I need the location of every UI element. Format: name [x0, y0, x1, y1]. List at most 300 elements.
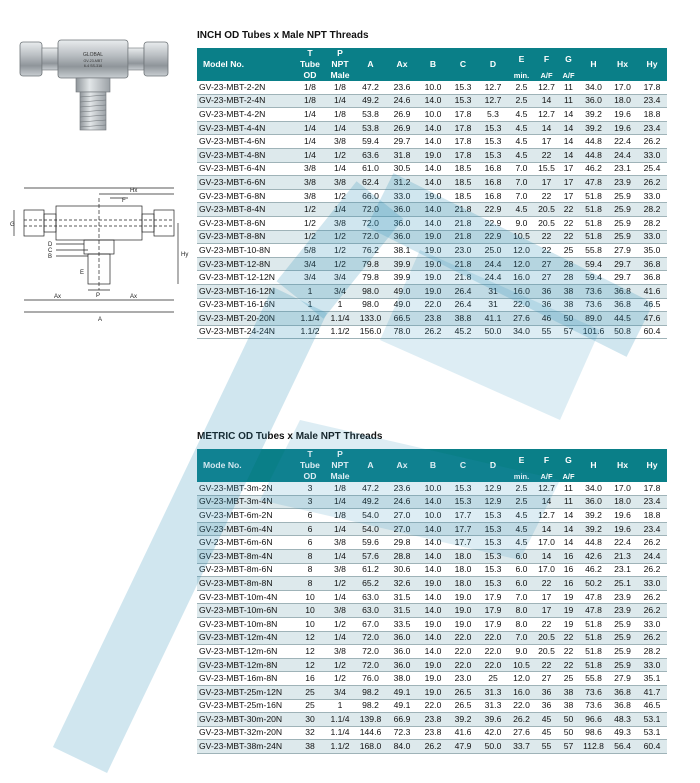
dimension-cell: 18.8 — [637, 108, 667, 122]
dimension-cell: 3 — [295, 495, 325, 509]
dimension-cell: 14 — [558, 522, 579, 536]
dimension-cell: 62.4 — [355, 176, 386, 190]
col-header-a: A — [355, 48, 386, 81]
dimension-cell: 36 — [535, 685, 558, 699]
dimension-cell: 22.4 — [608, 536, 637, 550]
dimension-cell: 11 — [558, 94, 579, 108]
dimension-cell: 1/8 — [325, 108, 355, 122]
label-g: G — [10, 222, 15, 228]
dimension-cell: 51.8 — [579, 645, 608, 659]
dimension-cell: 27.6 — [508, 726, 535, 740]
dimension-cell: 26.2 — [637, 135, 667, 149]
dimension-cell: 17.8 — [448, 121, 478, 135]
model-number-cell: GV-23-MBT-3m-2N — [197, 482, 295, 495]
dimension-cell: 1 — [325, 699, 355, 713]
col-header-b: B — [418, 48, 448, 81]
dimension-cell: 14.0 — [418, 135, 448, 149]
dimension-cell: 36.0 — [386, 631, 418, 645]
dimension-cell: 63.0 — [355, 590, 386, 604]
dimension-cell: 38 — [295, 740, 325, 754]
table-row — [197, 203, 667, 217]
dimension-cell: 12.0 — [508, 244, 535, 258]
table-row — [197, 658, 667, 672]
dimension-cell: 144.6 — [355, 726, 386, 740]
inch-title-thread: Male NPT Threads — [281, 30, 369, 41]
dimension-cell: 12 — [295, 631, 325, 645]
dimension-cell: 16.8 — [478, 162, 508, 176]
dimension-cell: 14.0 — [418, 645, 448, 659]
dimension-cell: 31 — [478, 284, 508, 298]
col-header-g-af: A/F — [558, 471, 579, 482]
dimension-cell: 15.3 — [448, 495, 478, 509]
col-header-e: E — [508, 48, 535, 70]
dimension-cell: 2.5 — [508, 495, 535, 509]
dimension-cell: 22.0 — [418, 298, 448, 312]
dimension-cell: 25.9 — [608, 216, 637, 230]
dimension-cell: 84.0 — [386, 740, 418, 754]
dimension-cell: 12.7 — [478, 81, 508, 94]
dimension-cell: 14 — [535, 522, 558, 536]
dimension-cell: 15.5 — [535, 162, 558, 176]
dimension-cell: 14 — [558, 536, 579, 550]
col-header-f: F — [535, 48, 558, 70]
dimension-cell: 23.9 — [608, 176, 637, 190]
dimension-cell: 23.8 — [418, 726, 448, 740]
dimension-cell: 14 — [535, 121, 558, 135]
label-d: D — [48, 242, 53, 248]
dimension-cell: 6 — [295, 536, 325, 550]
dimension-cell: 22 — [535, 658, 558, 672]
dimension-cell: 26.9 — [386, 108, 418, 122]
dimension-cell: 26.5 — [448, 699, 478, 713]
dimension-cell: 14.0 — [418, 176, 448, 190]
dimension-cell: 22.0 — [478, 645, 508, 659]
dimension-cell: 14.0 — [418, 495, 448, 509]
dimension-cell: 36 — [535, 699, 558, 713]
model-number-cell: GV-23-MBT-6-4N — [197, 162, 295, 176]
dimension-cell: 3/8 — [325, 604, 355, 618]
dimension-cell: 19.0 — [418, 244, 448, 258]
col-header-t-od: OD — [295, 70, 325, 81]
model-number-cell: GV-23-MBT-8-8N — [197, 230, 295, 244]
dimension-cell: 12 — [295, 645, 325, 659]
dimension-cell: 36.0 — [386, 658, 418, 672]
dimension-cell: 15.3 — [478, 577, 508, 591]
table-row — [197, 284, 667, 298]
dimension-cell: 11 — [558, 482, 579, 495]
dimension-cell: 5/8 — [295, 244, 325, 258]
dimension-cell: 29.7 — [608, 257, 637, 271]
dimension-cell: 25.9 — [608, 189, 637, 203]
dimension-cell: 47.9 — [448, 740, 478, 754]
dimension-cell: 19.0 — [448, 590, 478, 604]
dimension-cell: 73.6 — [579, 298, 608, 312]
dimension-cell: 1/2 — [325, 230, 355, 244]
dimension-cell: 33.0 — [637, 230, 667, 244]
inch-table — [197, 48, 667, 339]
dimension-cell: 33.7 — [508, 740, 535, 754]
dimension-cell: 24.6 — [386, 94, 418, 108]
dimension-cell: 79.8 — [355, 257, 386, 271]
dimension-cell: 12.0 — [508, 672, 535, 686]
dimension-cell: 25 — [558, 672, 579, 686]
dimension-cell: 14.0 — [418, 216, 448, 230]
dimension-cell: 21.8 — [448, 216, 478, 230]
dimension-cell: 25.9 — [608, 658, 637, 672]
dimension-cell: 1/2 — [325, 658, 355, 672]
dimension-cell: 29.8 — [386, 536, 418, 550]
model-number-cell: GV-23-MBT-8m-8N — [197, 577, 295, 591]
dimension-cell: 1.1/2 — [325, 325, 355, 339]
dimension-cell: 156.0 — [355, 325, 386, 339]
dimension-cell: 39.2 — [579, 509, 608, 523]
model-number-cell: GV-23-MBT-3m-4N — [197, 495, 295, 509]
dimension-cell: 1/2 — [295, 230, 325, 244]
dimension-cell: 22.4 — [608, 135, 637, 149]
dimension-cell: 39.2 — [579, 522, 608, 536]
dimension-cell: 20.5 — [535, 631, 558, 645]
dimension-cell: 3/4 — [295, 257, 325, 271]
model-number-cell: GV-23-MBT-30m-20N — [197, 713, 295, 727]
dimension-cell: 96.6 — [579, 713, 608, 727]
dimension-cell: 36.8 — [608, 284, 637, 298]
dimension-cell: 112.8 — [579, 740, 608, 754]
model-number-cell: GV-23-MBT-16-12N — [197, 284, 295, 298]
dimension-cell: 27.9 — [608, 672, 637, 686]
dimension-cell: 26.4 — [448, 284, 478, 298]
table-row — [197, 230, 667, 244]
col-header-p-male: Male — [325, 471, 355, 482]
dimension-cell: 14.0 — [418, 522, 448, 536]
dimension-cell: 39.2 — [579, 108, 608, 122]
dimension-cell: 22.9 — [478, 216, 508, 230]
dimension-cell: 3/4 — [325, 685, 355, 699]
dimension-cell: 23.6 — [386, 482, 418, 495]
dimension-cell: 7.0 — [508, 590, 535, 604]
dimension-cell: 3/8 — [295, 176, 325, 190]
dimension-cell: 36.8 — [637, 257, 667, 271]
model-number-cell: GV-23-MBT-16m-8N — [197, 672, 295, 686]
dimension-cell: 17 — [558, 162, 579, 176]
dimension-cell: 66.5 — [386, 312, 418, 326]
dimension-cell: 25.9 — [608, 203, 637, 217]
dimension-cell: 1 — [295, 298, 325, 312]
dimension-cell: 14.0 — [418, 549, 448, 563]
dimension-cell: 28.2 — [637, 216, 667, 230]
dimension-cell: 6.0 — [508, 549, 535, 563]
dimension-cell: 1/4 — [325, 203, 355, 217]
dimension-cell: 38 — [558, 685, 579, 699]
dimension-cell: 30.6 — [386, 563, 418, 577]
dimension-cell: 1/2 — [325, 189, 355, 203]
dimension-cell: 72.0 — [355, 230, 386, 244]
model-number-cell: GV-23-MBT-10-8N — [197, 244, 295, 258]
col-header-p-npt: NPT — [325, 59, 355, 70]
col-header-hx: Hx — [608, 48, 637, 81]
dimension-cell: 19.0 — [418, 617, 448, 631]
table-row — [197, 298, 667, 312]
dimension-cell: 72.0 — [355, 631, 386, 645]
table-row — [197, 312, 667, 326]
dimension-cell: 1.1/4 — [325, 713, 355, 727]
col-header-t-tube: Tube — [295, 460, 325, 471]
dimension-cell: 16.0 — [508, 685, 535, 699]
model-number-cell: GV-23-MBT-4-8N — [197, 148, 295, 162]
dimension-cell: 47.2 — [355, 81, 386, 94]
dimension-cell: 50.0 — [478, 740, 508, 754]
dimension-cell: 59.6 — [355, 536, 386, 550]
dimension-cell: 41.6 — [637, 284, 667, 298]
dimension-cell: 3/4 — [295, 271, 325, 285]
dimension-cell: 12.0 — [508, 257, 535, 271]
dimension-cell: 17.0 — [535, 536, 558, 550]
dimension-cell: 139.8 — [355, 713, 386, 727]
col-header-t: T — [295, 48, 325, 59]
dimension-cell: 25.9 — [608, 631, 637, 645]
dimension-cell: 36.0 — [386, 230, 418, 244]
dimension-cell: 50 — [558, 713, 579, 727]
dimension-cell: 23.9 — [608, 604, 637, 618]
col-header-p-npt: NPT — [325, 460, 355, 471]
dimension-cell: 1/2 — [325, 617, 355, 631]
dimension-cell: 23.4 — [637, 495, 667, 509]
dimension-cell: 18.5 — [448, 176, 478, 190]
dimension-cell: 89.0 — [579, 312, 608, 326]
col-header-b: B — [418, 449, 448, 482]
table-row — [197, 563, 667, 577]
dimension-cell: 35.0 — [637, 244, 667, 258]
dimension-cell: 27 — [535, 271, 558, 285]
model-number-cell: GV-23-MBT-6-8N — [197, 189, 295, 203]
dimension-cell: 23.8 — [418, 713, 448, 727]
dimension-cell: 12 — [295, 658, 325, 672]
label-hx: Hx — [130, 188, 138, 194]
dimension-cell: 15.3 — [478, 536, 508, 550]
dimension-cell: 1/4 — [295, 148, 325, 162]
dimension-cell: 17.8 — [448, 108, 478, 122]
dimension-cell: 1/4 — [325, 94, 355, 108]
dimension-cell: 14.0 — [418, 590, 448, 604]
dimension-cell: 19.0 — [418, 230, 448, 244]
dimension-cell: 22 — [535, 617, 558, 631]
dimension-cell: 36.0 — [579, 94, 608, 108]
dimension-cell: 36.0 — [386, 216, 418, 230]
dimension-cell: 4.5 — [508, 536, 535, 550]
dimension-cell: 63.6 — [355, 148, 386, 162]
col-header-model: Mode No. — [197, 449, 295, 482]
model-number-cell: GV-23-MBT-8m-6N — [197, 563, 295, 577]
dimension-cell: 36.0 — [386, 645, 418, 659]
dimension-cell: 51.8 — [579, 216, 608, 230]
dimension-cell: 72.0 — [355, 645, 386, 659]
table-row — [197, 135, 667, 149]
dimension-cell: 18.5 — [448, 189, 478, 203]
label-ax-left: Ax — [54, 294, 62, 300]
dimension-cell: 19.0 — [418, 189, 448, 203]
dimension-cell: 19.0 — [418, 148, 448, 162]
marking-text-3: 6-4 SS-316 — [83, 64, 103, 68]
dimension-cell: 12.7 — [535, 108, 558, 122]
dimension-cell: 17 — [535, 604, 558, 618]
dimension-cell: 10 — [295, 604, 325, 618]
dimension-cell: 23.0 — [448, 244, 478, 258]
dimension-cell: 17.7 — [448, 536, 478, 550]
dimension-cell: 15.3 — [478, 121, 508, 135]
dimension-cell: 15.3 — [478, 549, 508, 563]
dimension-cell: 22 — [558, 658, 579, 672]
dimension-cell: 4.5 — [508, 121, 535, 135]
dimension-cell: 18.0 — [448, 563, 478, 577]
dimension-cell: 26.2 — [508, 713, 535, 727]
dimension-cell: 55 — [535, 325, 558, 339]
dimension-cell: 44.8 — [579, 536, 608, 550]
dimension-cell: 36.0 — [579, 495, 608, 509]
col-header-h: H — [579, 449, 608, 482]
dimension-cell: 23.9 — [608, 590, 637, 604]
model-number-cell: GV-23-MBT-6-6N — [197, 176, 295, 190]
dimension-cell: 36.8 — [637, 271, 667, 285]
dimension-cell: 4.5 — [508, 522, 535, 536]
col-header-hy: Hy — [637, 449, 667, 482]
col-header-h: H — [579, 48, 608, 81]
table-row — [197, 645, 667, 659]
table-row — [197, 495, 667, 509]
dimension-cell: 133.0 — [355, 312, 386, 326]
dimension-cell: 19.0 — [448, 617, 478, 631]
dimension-cell: 7.0 — [508, 176, 535, 190]
dimension-cell: 14.0 — [418, 203, 448, 217]
inch-table-title — [197, 30, 369, 41]
dimension-cell: 17.9 — [478, 604, 508, 618]
dimension-cell: 51.8 — [579, 230, 608, 244]
model-number-cell: GV-23-MBT-20-20N — [197, 312, 295, 326]
table-row — [197, 81, 667, 94]
dimension-cell: 14 — [558, 509, 579, 523]
dimension-cell: 11 — [558, 81, 579, 94]
dimension-cell: 20.5 — [535, 216, 558, 230]
dimension-cell: 1.1/2 — [295, 325, 325, 339]
model-number-cell: GV-23-MBT-25m-12N — [197, 685, 295, 699]
dimension-cell: 59.4 — [579, 271, 608, 285]
dimension-cell: 72.0 — [355, 203, 386, 217]
dimension-cell: 46.5 — [637, 298, 667, 312]
model-number-cell: GV-23-MBT-10m-6N — [197, 604, 295, 618]
dimension-cell: 22.0 — [478, 631, 508, 645]
dimension-cell: 1.1/4 — [325, 312, 355, 326]
dimension-cell: 31.3 — [478, 685, 508, 699]
dimension-cell: 33.0 — [637, 577, 667, 591]
dimension-cell: 60.4 — [637, 740, 667, 754]
dimension-cell: 50.8 — [608, 325, 637, 339]
dimension-cell: 79.8 — [355, 271, 386, 285]
dimension-cell: 66.0 — [355, 189, 386, 203]
dimension-cell: 22 — [535, 189, 558, 203]
dimension-cell: 9.0 — [508, 216, 535, 230]
dimension-cell: 21.8 — [448, 271, 478, 285]
dimension-cell: 41.7 — [637, 685, 667, 699]
dimension-cell: 1/4 — [295, 108, 325, 122]
dimension-cell: 24.4 — [478, 271, 508, 285]
model-number-cell: GV-23-MBT-10m-8N — [197, 617, 295, 631]
col-header-d: D — [478, 48, 508, 81]
table-row — [197, 617, 667, 631]
dimension-cell: 26.2 — [418, 325, 448, 339]
dimension-cell: 34.0 — [579, 482, 608, 495]
dimension-cell: 33.0 — [386, 189, 418, 203]
dimension-cell: 41.6 — [448, 726, 478, 740]
dimension-cell: 10.0 — [418, 81, 448, 94]
dimension-cell: 15.3 — [448, 81, 478, 94]
table-row — [197, 577, 667, 591]
dimension-cell: 18.0 — [448, 577, 478, 591]
dimension-cell: 45.2 — [448, 325, 478, 339]
dimension-cell: 101.6 — [579, 325, 608, 339]
dimension-cell: 25 — [478, 672, 508, 686]
dimension-cell: 17 — [558, 189, 579, 203]
dimension-cell: 23.4 — [637, 121, 667, 135]
dimension-cell: 10.0 — [418, 108, 448, 122]
table-row — [197, 176, 667, 190]
dimension-cell: 61.0 — [355, 162, 386, 176]
dimension-cell: 8.0 — [508, 617, 535, 631]
dimension-cell: 17.8 — [637, 81, 667, 94]
dimension-cell: 65.2 — [355, 577, 386, 591]
model-number-cell: GV-23-MBT-38m-24N — [197, 740, 295, 754]
dimension-cell: 3/8 — [325, 135, 355, 149]
dimension-cell: 23.4 — [637, 522, 667, 536]
dimension-cell: 50 — [558, 312, 579, 326]
dimension-cell: 1.1/4 — [325, 726, 355, 740]
dimension-cell: 2.5 — [508, 94, 535, 108]
dimension-cell: 26.2 — [637, 536, 667, 550]
dimension-cell: 16 — [295, 672, 325, 686]
model-number-cell: GV-23-MBT-4-4N — [197, 121, 295, 135]
dimension-cell: 4.5 — [508, 148, 535, 162]
dimension-cell: 14 — [558, 148, 579, 162]
dimension-cell: 39.9 — [386, 257, 418, 271]
table-row — [197, 604, 667, 618]
dimension-cell: 11 — [558, 495, 579, 509]
dimension-cell: 26.2 — [637, 604, 667, 618]
marking-text-2: GV-23-MBT — [83, 59, 103, 63]
dimension-cell: 12.7 — [478, 94, 508, 108]
dimension-cell: 49.0 — [386, 284, 418, 298]
dimension-cell: 19.0 — [418, 672, 448, 686]
dimension-cell: 54.0 — [355, 522, 386, 536]
dimension-cell: 26.5 — [448, 685, 478, 699]
table-row — [197, 631, 667, 645]
dimension-cell: 19.0 — [418, 284, 448, 298]
dimension-cell: 15.3 — [478, 135, 508, 149]
dimension-cell: 22 — [535, 577, 558, 591]
dimension-cell: 31.3 — [478, 699, 508, 713]
dimension-cell: 36.0 — [386, 203, 418, 217]
dimension-cell: 22.9 — [478, 203, 508, 217]
dimension-cell: 27.9 — [608, 244, 637, 258]
dimension-cell: 38 — [558, 284, 579, 298]
dimension-cell: 1/4 — [325, 590, 355, 604]
dimension-cell: 9.0 — [508, 645, 535, 659]
dimension-cell: 28 — [558, 257, 579, 271]
dimension-cell: 18.5 — [448, 162, 478, 176]
dimension-cell: 14.0 — [418, 563, 448, 577]
dimension-cell: 73.6 — [579, 699, 608, 713]
dimension-cell: 15.3 — [478, 509, 508, 523]
dimension-cell: 19 — [558, 604, 579, 618]
dimension-cell: 3/8 — [295, 162, 325, 176]
dimension-cell: 26.2 — [637, 563, 667, 577]
dimension-cell: 1/4 — [295, 135, 325, 149]
